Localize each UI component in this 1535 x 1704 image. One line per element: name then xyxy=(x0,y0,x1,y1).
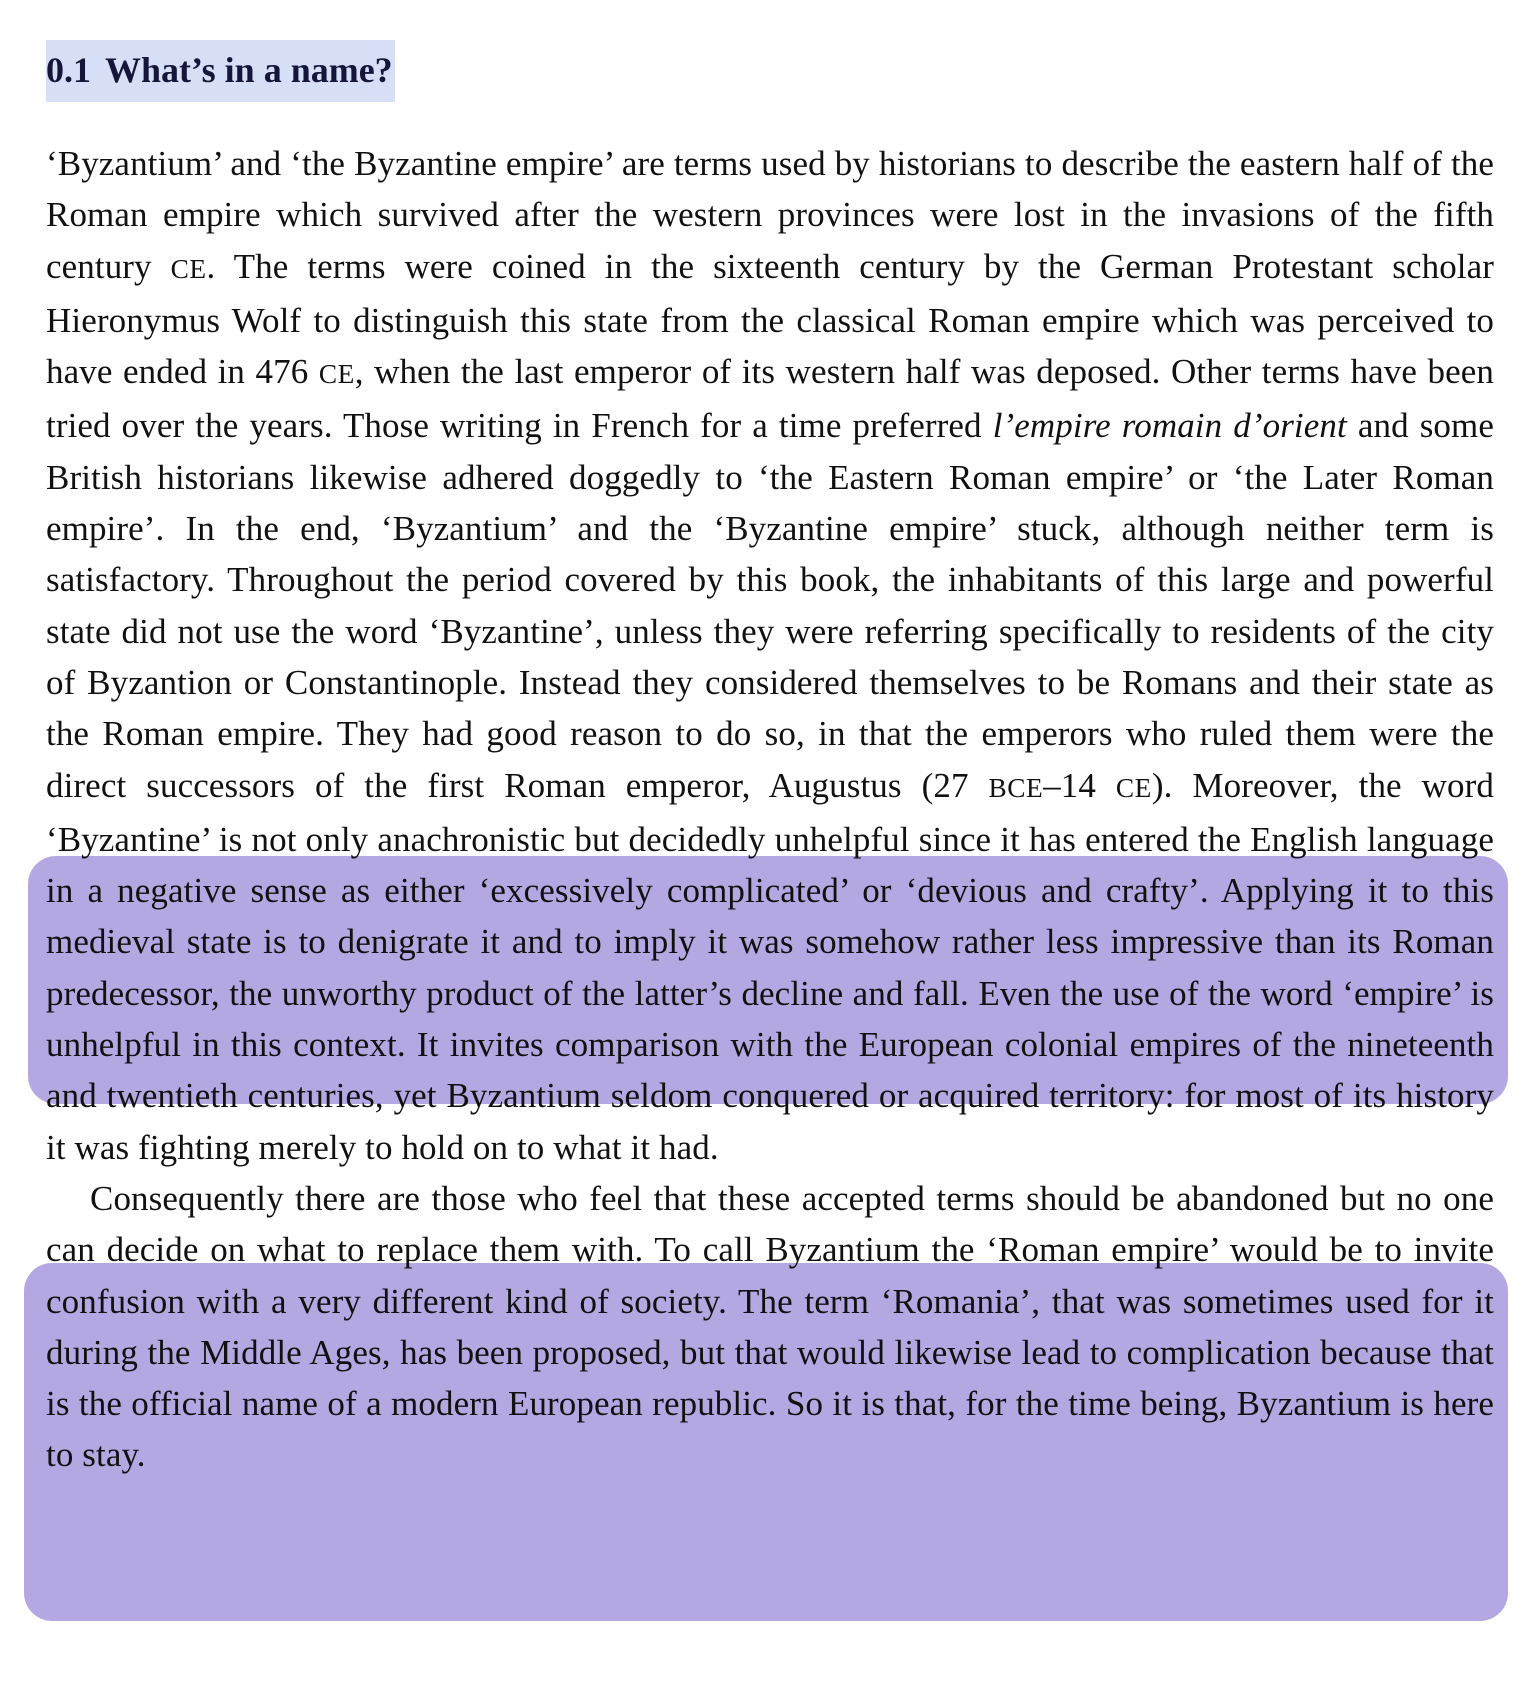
french-term: l’empire romain d’orient xyxy=(992,406,1347,446)
paragraph-1-part-4: and some British historians likewise adhered doggedly to ‘the Eastern Roman empire’ or ‘the Later Roman empire’. In the end, ‘Byzantium’ and the ‘Byzantine empire’ stuck, although neither term is satisfactory. Throughout the period covered by this book, the inhabitants of this large and powerful state did not use the word ‘Byzantine’, unless they were referring specifically to residents of the city of Byzantion or Constantinople. Instead they considered themselves to be Romans and their state as the Roman empire. They had good reason to do so, in that the emperors who ruled them were the direct successors of the first Roman emperor, Augustus (27 xyxy=(46,406,1494,805)
paragraph-1-part-6: ). Moreover, the word ‘Byzantine’ is not only anachronistic but decidedly unhelpful since it has entered the English language in a negative sense as either ‘excessively complicated’ or ‘devious and crafty’. Applying it to this medieval state is to denigrate it and to imply it was somehow rather less impressive than its Roman predecessor, the unworthy product of the latter’s decline and fall. Even the use of the word ‘empire’ is unhelpful in this context. It invites comparison with the European colonial empires of the nineteenth and twentieth centuries, yet Byzantium seldom conquered or acquired territory: for most of its history it was fighting merely to hold on to what it had. xyxy=(46,765,1494,1167)
era-ce: CE xyxy=(318,359,355,390)
paragraph-2: Consequently there are those who feel that these accepted terms should be abandoned but no one can decide on what to replace them with. To call Byzantium the ‘Roman empire’ would be to invite confusion with a very different kind of society. The term ‘Romania’, that was sometimes used for it during the Middle Ages, has been proposed, but that would likewise lead to complication because that is the official name of a modern European republic. So it is that, for the time being, Byzantium is here to stay. xyxy=(46,1178,1494,1475)
section-number: 0.1 xyxy=(46,50,91,90)
era-bce: BCE xyxy=(988,772,1044,803)
page xyxy=(46,40,1494,1481)
paragraph-1-part-5: –14 xyxy=(1043,765,1116,805)
era-ce: CE xyxy=(1115,772,1152,803)
era-ce: CE xyxy=(170,253,207,284)
section-title: What’s in a name? xyxy=(105,50,393,90)
paragraph-1-part-3: , when the last emperor of its western half was deposed. Other terms have been tried over the years. Those writing in French for a time preferred xyxy=(46,352,1494,446)
paragraph-1-part-1: ‘Byzantium’ and ‘the Byzantine empire’ are terms used by historians to describe the eastern half of the Roman empire which survived after the western provinces were lost in the invasions of the fifth century xyxy=(46,144,1494,286)
body-text xyxy=(46,138,1494,1481)
paragraph-1-part-2: . The terms were coined in the sixteenth century by the German Protestant scholar Hieronymus Wolf to distinguish this state from the classical Roman empire which was perceived to have ended in 476 xyxy=(46,246,1495,392)
section-heading xyxy=(46,40,395,102)
paragraph-1 xyxy=(46,138,1494,1173)
